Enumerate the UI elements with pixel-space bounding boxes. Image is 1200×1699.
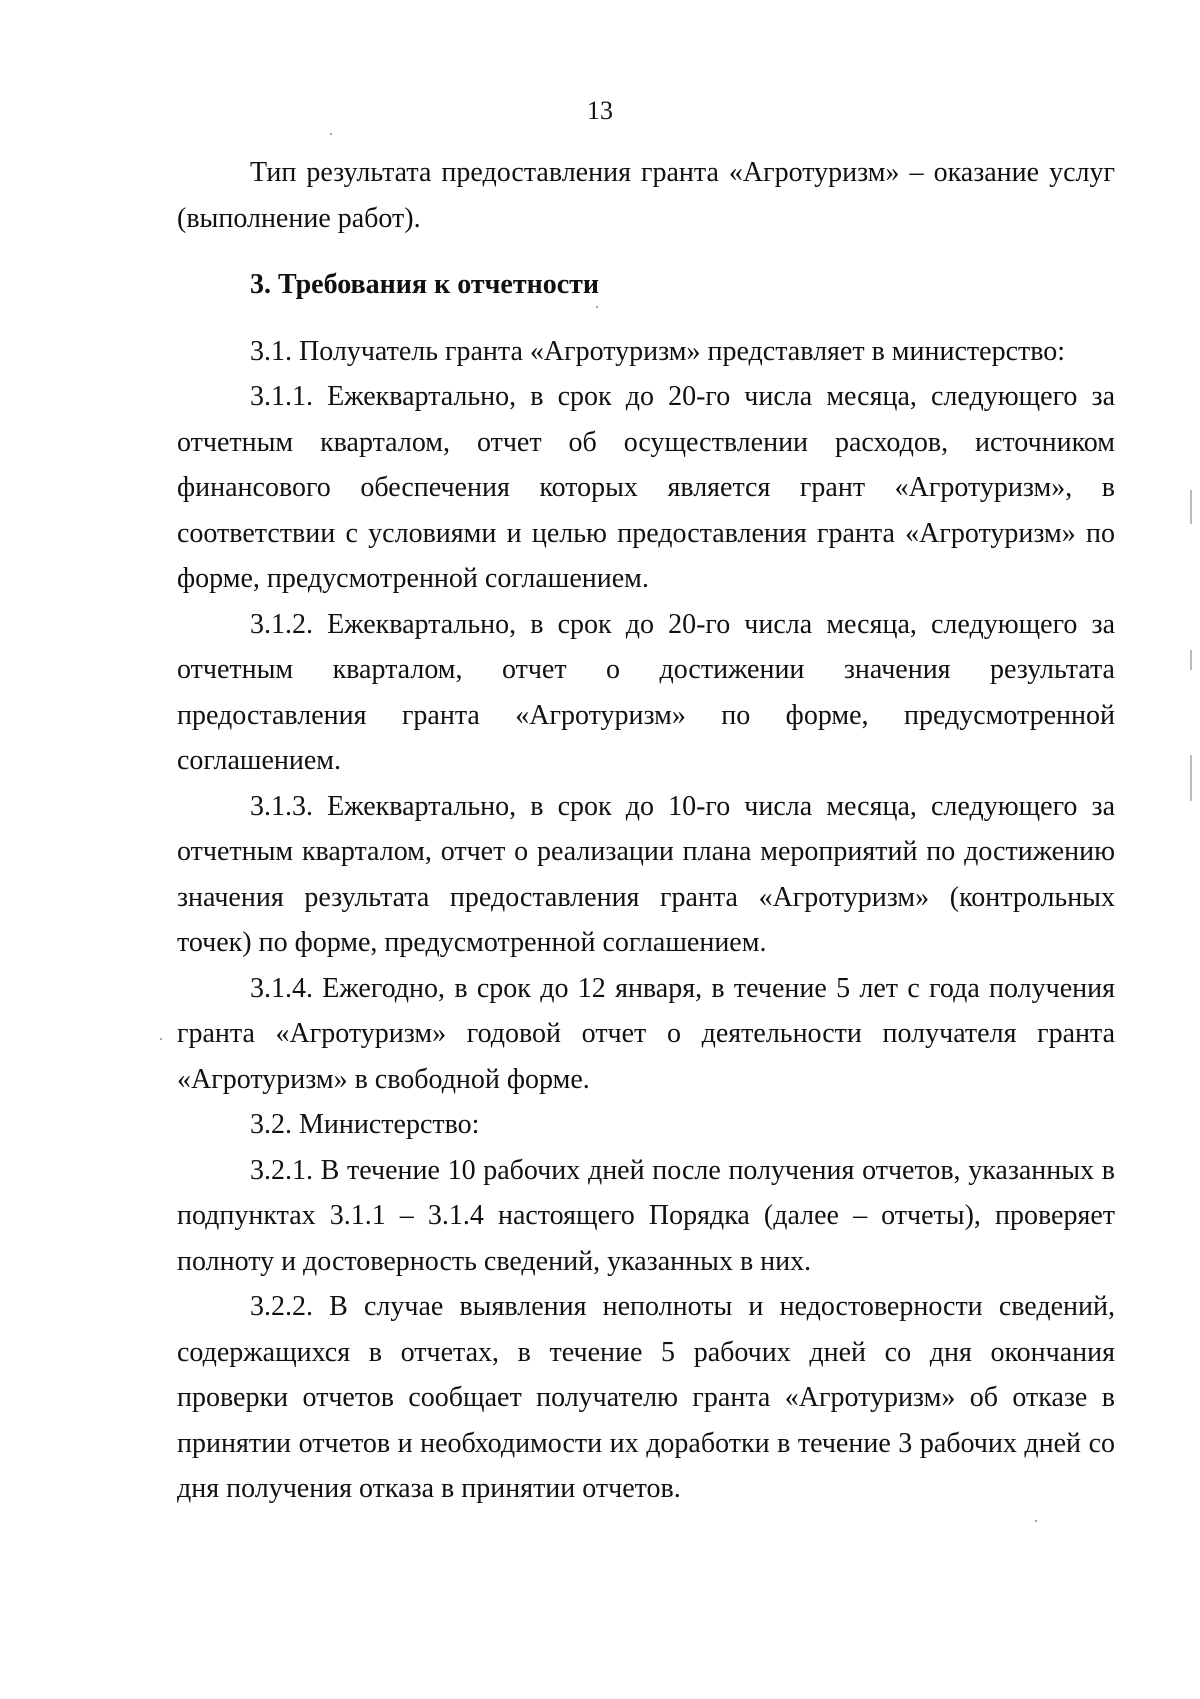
margin-mark (1190, 490, 1192, 524)
scan-speck (160, 1038, 162, 1040)
section-heading: 3. Требования к отчетности (250, 269, 600, 300)
paragraph-3-2-1: 3.2.1. В течение 10 рабочих дней после получения отчетов, указанных в подпунктах 3.1.1 – 3.1.4 настоящего Порядка (далее – отчеты), проверяет полноту и достоверность сведений, указанных в них. (177, 1154, 1115, 1277)
paragraph-3-1-2: 3.1.2. Ежеквартально, в срок до 20-го числа месяца, следующего за отчетным кварталом, отчет о достижении значения результата предоставления гранта «Агротуризм» по форме, предусмотренной соглашением. (177, 608, 1115, 776)
margin-mark (1190, 650, 1192, 670)
paragraph-3-1: 3.1. Получатель гранта «Агротуризм» представляет в министерство: (250, 335, 1066, 367)
paragraph-3-1-4: 3.1.4. Ежегодно, в срок до 12 января, в течение 5 лет с года получения гранта «Агротуризм» годовой отчет о деятельности получателя гранта «Агротуризм» в свободной форме. (177, 972, 1115, 1095)
scan-speck (330, 133, 332, 135)
paragraph-3-2-2: 3.2.2. В случае выявления неполноты и недостоверности сведений, содержащихся в отчетах, в течение 5 рабочих дней со дня окончания проверки отчетов сообщает получателю гранта «Агротуризм» об отказе в принятии отчетов и необходимости их доработки в течение 3 рабочих дней со дня получения отказа в принятии отчетов. (177, 1291, 1115, 1504)
paragraph-result-type: Тип результата предоставления гранта «Агротуризм» – оказание услуг (выполнение работ). (177, 157, 1115, 234)
document-body (177, 150, 1115, 1512)
spacer (177, 308, 1115, 329)
scan-speck (1035, 1520, 1037, 1522)
paragraph-3-1-3: 3.1.3. Ежеквартально, в срок до 10-го числа месяца, следующего за отчетным кварталом, отчет о реализации плана мероприятий по достижению значения результата предоставления гранта «Агротуризм» (контрольных точек) по форме, предусмотренной соглашением. (177, 790, 1115, 958)
page-number: 13 (587, 96, 613, 125)
paragraph-3-2: 3.2. Министерство: (250, 1109, 480, 1140)
spacer (177, 241, 1115, 262)
paragraph-3-1-1: 3.1.1. Ежеквартально, в срок до 20-го числа месяца, следующего за отчетным кварталом, отчет об осуществлении расходов, источником финансового обеспечения которых является грант «Агротуризм», в соответствии с условиями и целью предоставления гранта «Агротуризм» по форме, предусмотренной соглашением. (177, 381, 1115, 594)
margin-mark (1190, 755, 1192, 801)
scan-speck (596, 306, 598, 308)
